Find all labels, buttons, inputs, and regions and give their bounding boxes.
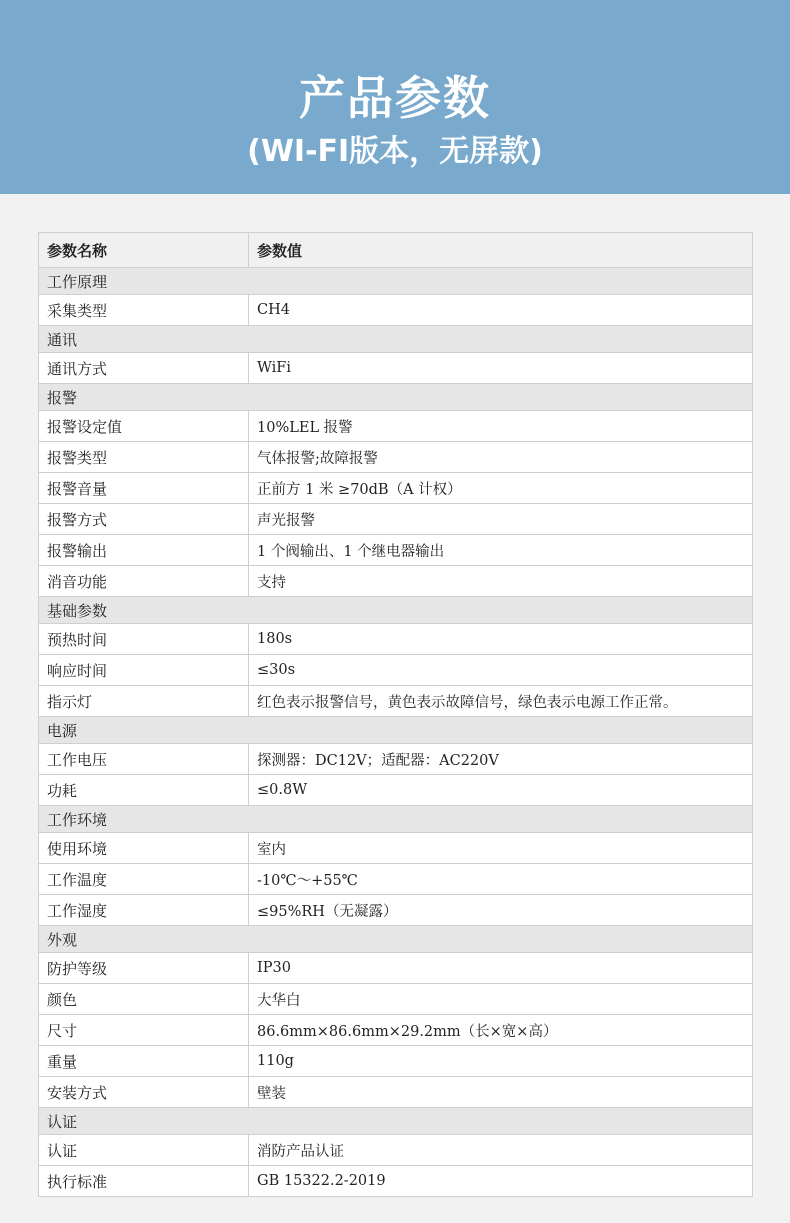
- table-row: [39, 686, 753, 717]
- param-value: 壁装: [249, 1077, 753, 1108]
- param-value: ≤0.8W: [249, 775, 753, 806]
- section-row: [39, 384, 753, 411]
- param-value: WiFi: [249, 353, 753, 384]
- section-row: [39, 1108, 753, 1135]
- section-title: 基础参数: [39, 597, 753, 624]
- param-name: 认证: [39, 1135, 249, 1166]
- section-row: [39, 268, 753, 295]
- page-subtitle: (WI-FI版本，无屏款): [247, 134, 543, 169]
- section-row: [39, 806, 753, 833]
- param-name: 尺寸: [39, 1015, 249, 1046]
- section-row: [39, 326, 753, 353]
- table-row: [39, 353, 753, 384]
- table-row: [39, 655, 753, 686]
- page-title: 产品参数: [299, 71, 491, 125]
- param-name: 报警方式: [39, 504, 249, 535]
- param-value: GB 15322.2-2019: [249, 1166, 753, 1197]
- section-title: 认证: [39, 1108, 753, 1135]
- param-name: 通讯方式: [39, 353, 249, 384]
- param-name: 工作湿度: [39, 895, 249, 926]
- table-row: [39, 535, 753, 566]
- table-row: [39, 624, 753, 655]
- param-value: 红色表示报警信号，黄色表示故障信号，绿色表示电源工作正常。: [249, 686, 753, 717]
- header-banner: [0, 0, 790, 194]
- param-value: 探测器：DC12V；适配器：AC220V: [249, 744, 753, 775]
- param-value: 声光报警: [249, 504, 753, 535]
- table-row: [39, 1166, 753, 1197]
- section-row: [39, 597, 753, 624]
- spec-table-container: [38, 232, 753, 1197]
- section-title: 通讯: [39, 326, 753, 353]
- param-name: 执行标准: [39, 1166, 249, 1197]
- table-row: [39, 566, 753, 597]
- section-title: 电源: [39, 717, 753, 744]
- param-value: CH4: [249, 295, 753, 326]
- table-row: [39, 504, 753, 535]
- param-value: 10%LEL 报警: [249, 411, 753, 442]
- table-row: [39, 864, 753, 895]
- param-value: 110g: [249, 1046, 753, 1077]
- table-row: [39, 744, 753, 775]
- param-value: -10℃～+55℃: [249, 864, 753, 895]
- column-header-value: 参数值: [249, 233, 753, 268]
- param-name: 报警类型: [39, 442, 249, 473]
- param-name: 颜色: [39, 984, 249, 1015]
- table-row: [39, 1135, 753, 1166]
- table-row: [39, 953, 753, 984]
- table-row: [39, 1015, 753, 1046]
- section-row: [39, 717, 753, 744]
- param-name: 工作电压: [39, 744, 249, 775]
- param-name: 报警音量: [39, 473, 249, 504]
- param-name: 使用环境: [39, 833, 249, 864]
- section-row: [39, 926, 753, 953]
- param-name: 防护等级: [39, 953, 249, 984]
- param-name: 报警设定值: [39, 411, 249, 442]
- param-name: 安装方式: [39, 1077, 249, 1108]
- param-value: ≤30s: [249, 655, 753, 686]
- table-header-row: [39, 233, 753, 268]
- param-value: 室内: [249, 833, 753, 864]
- param-name: 消音功能: [39, 566, 249, 597]
- table-row: [39, 295, 753, 326]
- param-name: 重量: [39, 1046, 249, 1077]
- param-name: 功耗: [39, 775, 249, 806]
- table-row: [39, 1077, 753, 1108]
- param-value: 86.6mm×86.6mm×29.2mm（长×宽×高）: [249, 1015, 753, 1046]
- param-value: 大华白: [249, 984, 753, 1015]
- param-value: 180s: [249, 624, 753, 655]
- section-title: 工作环境: [39, 806, 753, 833]
- column-header-name: 参数名称: [39, 233, 249, 268]
- table-row: [39, 833, 753, 864]
- param-value: ≤95%RH（无凝露）: [249, 895, 753, 926]
- table-row: [39, 895, 753, 926]
- param-name: 响应时间: [39, 655, 249, 686]
- param-value: IP30: [249, 953, 753, 984]
- param-name: 工作温度: [39, 864, 249, 895]
- table-row: [39, 473, 753, 504]
- param-name: 预热时间: [39, 624, 249, 655]
- section-title: 工作原理: [39, 268, 753, 295]
- table-row: [39, 1046, 753, 1077]
- param-name: 指示灯: [39, 686, 249, 717]
- table-row: [39, 775, 753, 806]
- param-value: 消防产品认证: [249, 1135, 753, 1166]
- param-value: 1 个阀输出、1 个继电器输出: [249, 535, 753, 566]
- param-value: 正前方 1 米 ≥70dB（A 计权）: [249, 473, 753, 504]
- table-row: [39, 411, 753, 442]
- spec-table: [38, 232, 753, 1197]
- section-title: 外观: [39, 926, 753, 953]
- table-row: [39, 442, 753, 473]
- section-title: 报警: [39, 384, 753, 411]
- param-name: 报警输出: [39, 535, 249, 566]
- table-row: [39, 984, 753, 1015]
- param-value: 支持: [249, 566, 753, 597]
- param-value: 气体报警;故障报警: [249, 442, 753, 473]
- param-name: 采集类型: [39, 295, 249, 326]
